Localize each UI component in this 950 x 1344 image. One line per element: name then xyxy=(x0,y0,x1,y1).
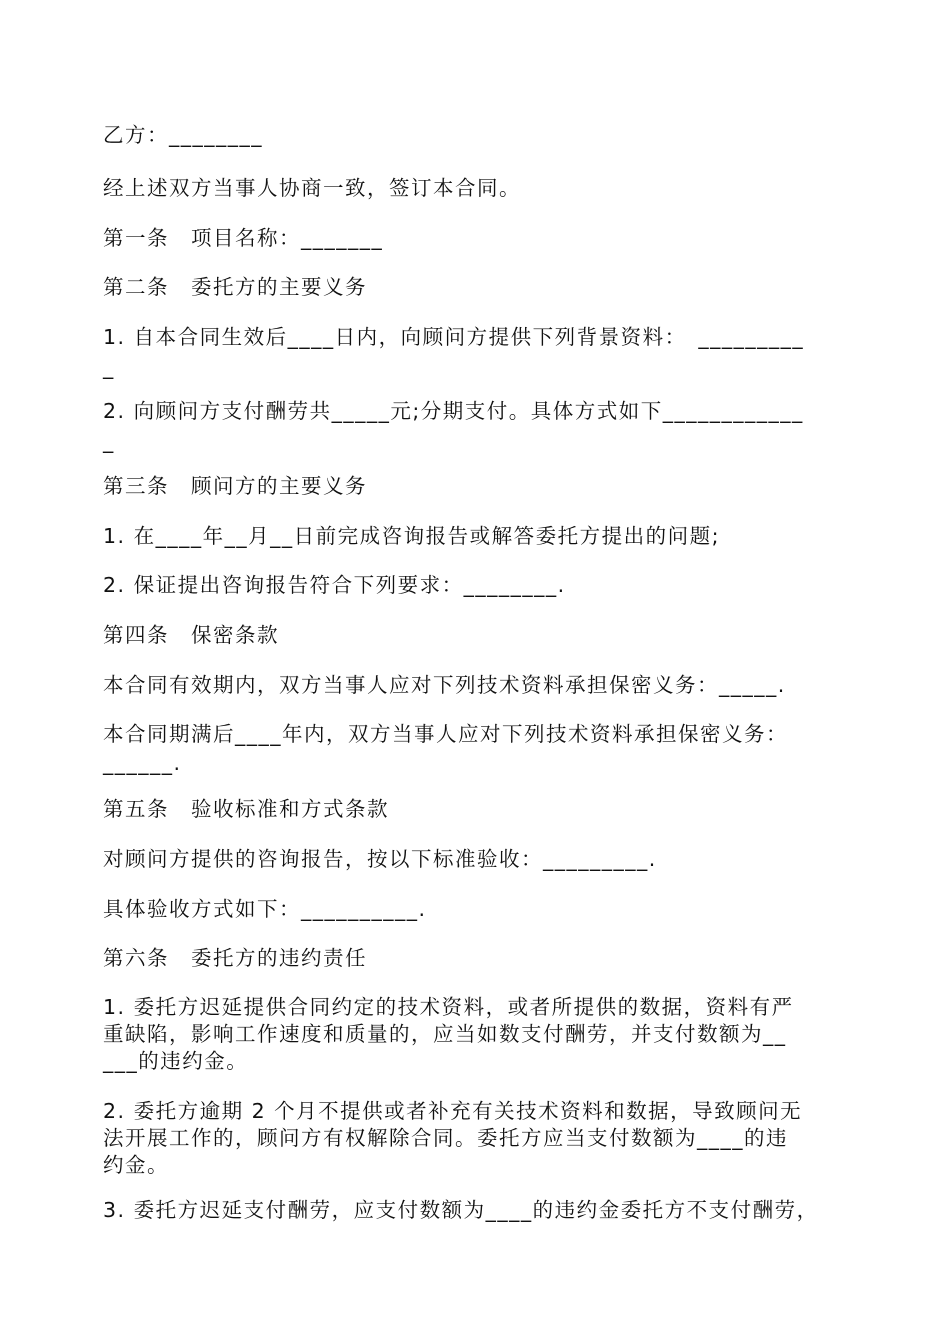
article-6-item-2-line-1: 2. 委托方逾期 2 个月不提供或者补充有关技术资料和数据，导致顾问无 xyxy=(103,1099,803,1123)
article-6-item-3-line-1: 3. 委托方迟延支付酬劳，应支付数额为____的违约金委托方不支付酬劳， xyxy=(103,1198,819,1222)
article-4-paragraph-2-cont: ______. xyxy=(103,751,182,775)
article-2-item-2: 2. 向顾问方支付酬劳共_____元;分期支付。具体方式如下____________ xyxy=(103,399,804,423)
article-6-item-1-line-2: 重缺陷，影响工作速度和质量的，应当如数支付酬劳，并支付数额为__ xyxy=(103,1022,787,1046)
article-4-paragraph-1: 本合同有效期内，双方当事人应对下列技术资料承担保密义务：_____. xyxy=(103,673,786,697)
article-6-item-2-line-2: 法开展工作的，顾问方有权解除合同。委托方应当支付数额为____的违 xyxy=(103,1126,788,1150)
article-6-item-2-line-3: 约金。 xyxy=(103,1153,169,1177)
article-2-item-1: 1. 自本合同生效后____日内，向顾问方提供下列背景资料： _________ xyxy=(103,325,805,349)
agreement-statement: 经上述双方当事人协商一致，签订本合同。 xyxy=(103,176,521,200)
article-6-heading: 第六条 委托方的违约责任 xyxy=(103,946,367,970)
article-2-item-1-overflow: _ xyxy=(103,355,115,379)
article-4-paragraph-2: 本合同期满后____年内，双方当事人应对下列技术资料承担保密义务： xyxy=(103,722,788,746)
article-6-item-1-line-3: ___的违约金。 xyxy=(103,1049,249,1073)
article-3-item-1: 1. 在____年__月__日前完成咨询报告或解答委托方提出的问题; xyxy=(103,524,720,548)
article-3-item-2: 2. 保证提出咨询报告符合下列要求：________. xyxy=(103,573,566,597)
article-5-heading: 第五条 验收标准和方式条款 xyxy=(103,797,389,821)
article-5-paragraph-2: 具体验收方式如下：__________. xyxy=(103,897,427,921)
article-4-heading: 第四条 保密条款 xyxy=(103,623,279,647)
party-b-line: 乙方：________ xyxy=(103,123,263,147)
article-5-paragraph-1: 对顾问方提供的咨询报告，按以下标准验收：_________. xyxy=(103,847,657,871)
article-3-heading: 第三条 顾问方的主要义务 xyxy=(103,474,367,498)
article-2-heading: 第二条 委托方的主要义务 xyxy=(103,275,367,299)
article-2-item-2-overflow: _ xyxy=(103,429,115,453)
article-1-heading: 第一条 项目名称：_______ xyxy=(103,226,384,250)
article-6-item-1-line-1: 1. 委托方迟延提供合同约定的技术资料，或者所提供的数据，资料有严 xyxy=(103,995,794,1019)
